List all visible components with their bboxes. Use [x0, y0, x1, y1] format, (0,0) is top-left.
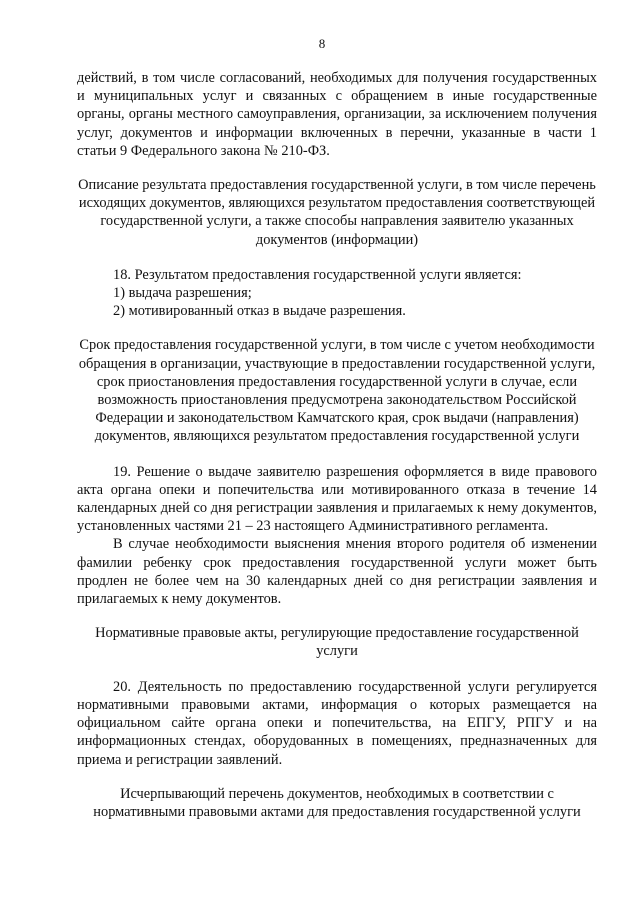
- heading-normative-acts: Нормативные правовые акты, регулирующие предоставление государственной услуги: [95, 625, 579, 660]
- heading-required-documents: Исчерпывающий перечень документов, необходимых в соответствии с нормативными правовыми актами для предоставления государственной услуги: [93, 785, 581, 820]
- document-page: [77, 36, 597, 838]
- heading-service-deadline: Срок предоставления государственной услуги, в том числе с учетом необходимости обращения в организации, участвующие в предоставлении государственной услуги, срок приостановления предоставления государственной услуги в случае, если возможность приостановления предусмотрена законодательством Российской Федерации и законодательством Камчатского края, срок выдачи (направления) документов, являющихся результатом предоставления государственной услуги: [78, 337, 596, 445]
- paragraph-18-item-2: 2) мотивированный отказ в выдаче разрешения.: [113, 303, 406, 320]
- page-number: 8: [318, 36, 326, 51]
- paragraph-18-item-1: 1) выдача разрешения;: [113, 285, 252, 302]
- continuation-paragraph: действий, в том числе согласований, необходимых для получения государственных и муниципальных услуг и связанных с обращением в иные государственные органы, органы местного самоуправления, организации, за исключением получения услуг, документов и информации включенных в перечни, указанные в части 1 статьи 9 Федерального закона № 210-ФЗ.: [77, 70, 597, 159]
- paragraph-20: 20. Деятельность по предоставлению государственной услуги регулируется нормативными правовыми актами, информация о которых размещается на официальном сайте органа опеки и попечительства, на ЕПГУ, РПГУ и на информационных стендах, оборудованных в помещениях, предназначенных для приема и регистрации заявлений.: [77, 678, 597, 768]
- heading-result-description: Описание результата предоставления государственной услуги, в том числе перечень исходящих документов, являющихся результатом предоставления соответствующей государственной услуги, а также способы направления заявителю указанных документов (информации): [78, 177, 596, 248]
- paragraph-19-second: В случае необходимости выяснения мнения второго родителя об изменении фамилии ребенку срок предоставления государственной услуги может быть продлен не более чем на 30 календарных дней со дня регистрации заявления и прилагаемых к нему документов.: [77, 536, 597, 608]
- paragraph-18-intro: 18. Результатом предоставления государственной услуги является:: [113, 266, 522, 283]
- paragraph-19: 19. Решение о выдаче заявителю разрешения оформляется в виде правового акта органа опеки и попечительства или мотивированного отказа в течение 14 календарных дней со дня регистрации заявления и прилагаемых к нему документов, установленных частями 21 – 23 настоящего Административного регламента.: [77, 463, 597, 535]
